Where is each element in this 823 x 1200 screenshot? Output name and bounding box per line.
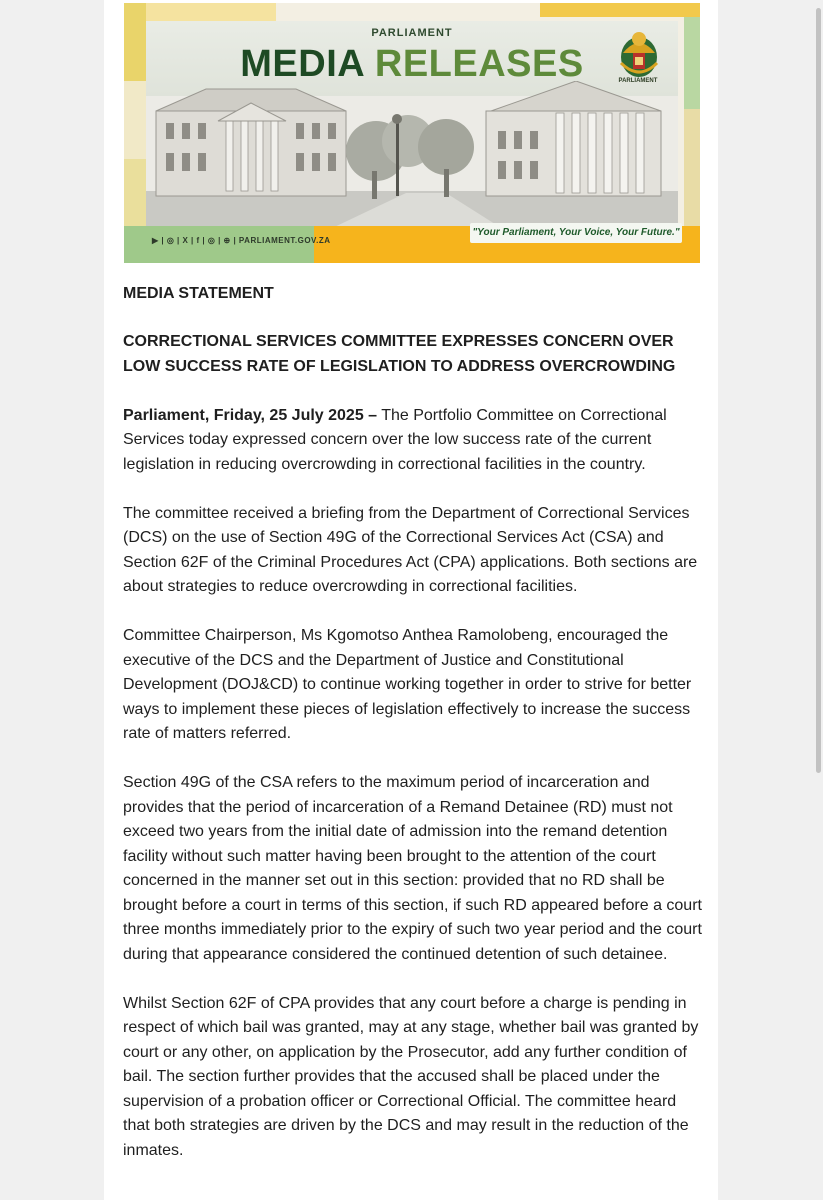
banner-stripe-left (124, 3, 146, 263)
dateline: Parliament, Friday, 25 July 2025 – (123, 406, 378, 424)
scrollbar-thumb[interactable] (816, 8, 821, 773)
logo-label: PARLIAMENT (618, 78, 658, 84)
paragraph-1-text: The Portfolio Committee on Correctional Services today expressed concern over the low success rate of the current legislation in reducing overcrowding in correctional facilities in the country. (123, 406, 667, 473)
banner-title-releases: RELEASES (374, 43, 584, 85)
social-links: ▶ | ◎ | X | f | ◎ | ⊕ | PARLIAMENT.GOV.ZA (152, 236, 331, 245)
banner-corner-top-right (540, 3, 700, 17)
parliament-crest-icon (609, 23, 669, 83)
paragraph-1 (123, 404, 703, 478)
paragraph-5: Whilst Section 62F of CPA provides that any court before a charge is pending in respect of which bail was granted, may at any stage, whether bail was granted by court or any other, on application by the Prosecutor, add any further condition of bail. The section further provides that the accused shall be placed under the supervision of a probation officer or Correctional Official. The committee heard that both strategies are driven by the DCS and may result in the reduction of the inmates. (123, 994, 699, 1159)
banner-corner-top-left (146, 3, 276, 21)
scrollbar[interactable] (811, 0, 823, 1200)
media-releases-banner (124, 3, 700, 263)
banner-title-media: MEDIA (240, 43, 364, 85)
article-headline: CORRECTIONAL SERVICES COMMITTEE EXPRESSES CONCERN OVER LOW SUCCESS RATE OF LEGISLATION TO ADDRESS OVERCROWDING (123, 333, 676, 375)
media-statement-label: MEDIA STATEMENT (123, 285, 274, 302)
banner-slogan: "Your Parliament, Your Voice, Your Future." (470, 223, 682, 243)
paragraph-2: The committee received a briefing from the Department of Correctional Services (DCS) on the use of Section 49G of the Correctional Services Act (CSA) and Section 62F of the Criminal Procedures Act (CPA) applications. Both sections are about strategies to reduce overcrowding in correctional facilities. (123, 504, 698, 595)
parliament-buildings-illustration (146, 81, 678, 226)
paragraph-4: Section 49G of the CSA refers to the maximum period of incarceration and provides that the period of incarceration of a Remand Detainee (RD) must not exceed two years from the initial date of admission into the remand detention facility without such matter having been brought to the attention of the court concerned in the manner set out in this section: provided that no RD shall be brought before a court in terms of this section, if such RD appeared before a court three months immediately prior to the expiry of such two year period and the court during that appearance considered the continued detention of such detainee. (123, 774, 702, 963)
banner-kicker: PARLIAMENT (371, 27, 453, 39)
paragraph-3: Committee Chairperson, Ms Kgomotso Anthea Ramolobeng, encouraged the executive of the DCS and the Department of Justice and Constitutional Development (DOJ&CD) to continue working together in order to strive for better ways to implement these pieces of legislation effectively to increase the success rate of matters referred. (123, 627, 692, 742)
article-body (123, 282, 703, 1163)
